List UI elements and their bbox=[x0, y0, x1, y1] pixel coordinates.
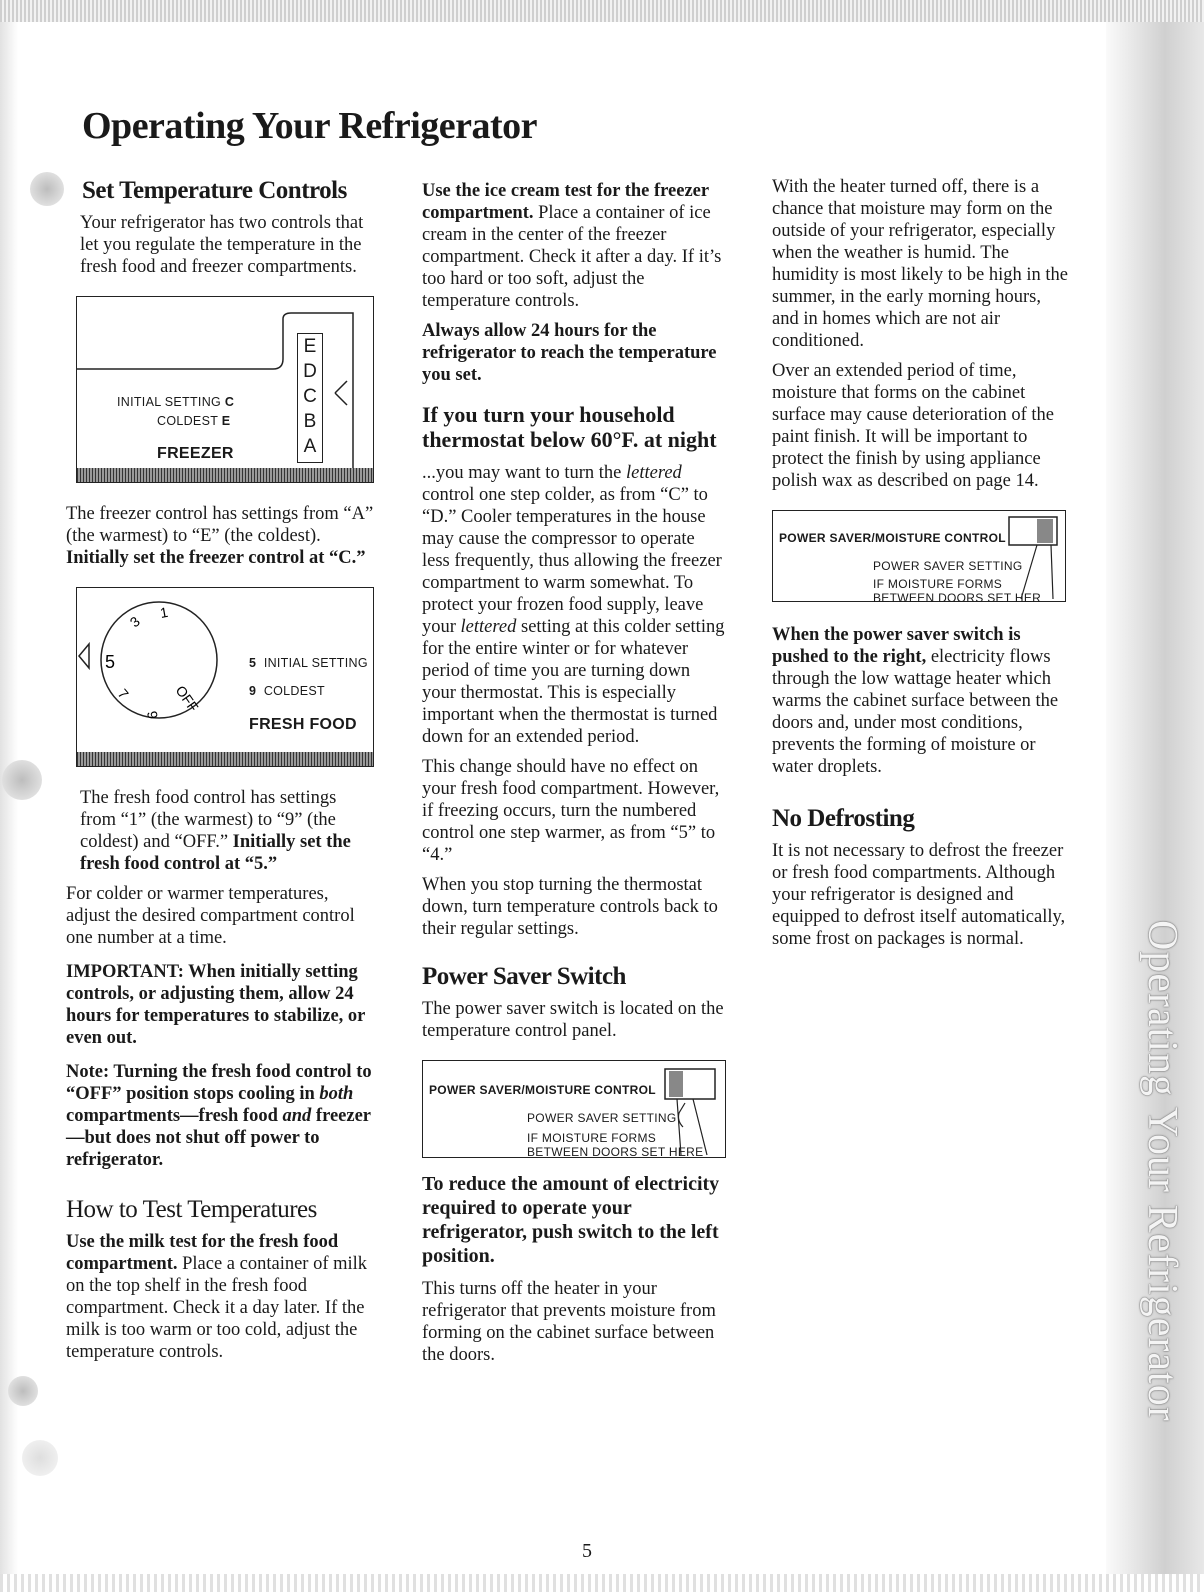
column-right bbox=[772, 176, 1072, 958]
power-saver-switch-icon-2 bbox=[1007, 511, 1063, 601]
freezer-panel-hatch bbox=[77, 468, 373, 482]
freezer-coldest: COLDEST E bbox=[157, 414, 231, 428]
fresh-food-control-diagram bbox=[76, 587, 374, 767]
fresh-settings-paragraph: The fresh food control has settings from “1” (the warmest) to “9” (the coldest) and “OFF.” Initially set the fresh food control at “5.” bbox=[80, 788, 351, 874]
heading-power-saver: Power Saver Switch bbox=[422, 963, 626, 990]
letter-c: C bbox=[303, 386, 317, 407]
dial-9: 9 bbox=[144, 709, 162, 721]
intro-paragraph: Your refrigerator has two controls that let you regulate the temperature in the fresh food and freezer compartments. bbox=[80, 213, 364, 277]
stop-paragraph: When you stop turning the thermostat down, turn temperature controls back to their regular settings. bbox=[422, 875, 718, 939]
letter-d: D bbox=[303, 361, 317, 382]
letter-e: E bbox=[303, 336, 317, 357]
power-saver-diagram-2 bbox=[772, 510, 1066, 605]
important-paragraph: IMPORTANT: When initially setting controls, or adjusting them, allow 24 hours for temperatures to stabilize, or even out. bbox=[66, 962, 366, 1048]
fresh-initial-setting: 5 INITIAL SETTING bbox=[249, 656, 368, 670]
scan-left-edge bbox=[0, 22, 18, 1592]
defrost-paragraph: It is not necessary to defrost the freezer or fresh food compartments. Although your refrigerator is designed and equipped to defrost itself automatically, some frost on packages is normal. bbox=[772, 841, 1066, 949]
allow-24-hours-paragraph: Always allow 24 hours for the refrigerator to reach the temperature you set. bbox=[422, 321, 717, 385]
column-left bbox=[66, 177, 376, 1371]
milk-test-paragraph: Use the milk test for the fresh food compartment. Place a container of milk on the top shelf in the fresh food compartment. Check it a day later. If the milk is too warm or too cold, adjust the temperature controls. bbox=[66, 1232, 368, 1362]
letter-b: B bbox=[303, 411, 317, 432]
psw-moisture-2: BETWEEN DOORS SET HERE bbox=[527, 1145, 704, 1159]
fresh-food-dial bbox=[77, 588, 257, 748]
freezer-initial-setting: INITIAL SETTING C bbox=[117, 395, 235, 409]
freezer-label: FREEZER bbox=[157, 445, 234, 462]
heater-off-paragraph: With the heater turned off, there is a chance that moisture may form on the outside of your refrigerator, especially when the weather is humid. The humidity is most likely to be high in the summer, in the early morning hours, and in homes which are not air conditioned. bbox=[772, 177, 1068, 351]
page-number: 5 bbox=[582, 1540, 592, 1562]
heater-paragraph: This turns off the heater in your refrigerator that prevents moisture from forming on the cabinet surface between the doors. bbox=[422, 1279, 716, 1365]
punch-hole-bottom2 bbox=[22, 1440, 58, 1476]
fresh-coldest: 9 COLDEST bbox=[249, 684, 325, 698]
freezer-settings-paragraph: The freezer control has settings from “A” (the warmest) to “E” (the coldest). Initially set the freezer control at “C.” bbox=[66, 504, 374, 568]
ice-cream-paragraph: Use the ice cream test for the freezer compartment. Place a container of ice cream in the center of the freezer compartment. Check it after a day. If it’s too hard or too soft, adjust the temperature controls. bbox=[422, 181, 722, 311]
psw2-moisture-2: BETWEEN DOORS SET HER bbox=[873, 591, 1042, 605]
punch-hole-top bbox=[30, 172, 64, 206]
dial-3: 3 bbox=[126, 613, 143, 631]
psw2-setting: POWER SAVER SETTING bbox=[873, 559, 1023, 573]
note-paragraph: Note: Turning the fresh food control to “OFF” position stops cooling in both compartments—fresh food and freezer—but does not shut off power to refrigerator. bbox=[66, 1062, 372, 1170]
letter-a: A bbox=[303, 436, 317, 457]
heading-thermostat: If you turn your household thermostat below 60°F. at night bbox=[422, 402, 717, 452]
located-paragraph: The power saver switch is located on the temperature control panel. bbox=[422, 999, 724, 1041]
column-middle bbox=[422, 180, 727, 1374]
heading-no-defrosting: No Defrosting bbox=[772, 805, 915, 832]
change-paragraph: This change should have no effect on your fresh food compartment. However, if freezing occurs, turn the numbered control one step warmer, as from “5” to “4.” bbox=[422, 757, 720, 865]
dial-off: OFF bbox=[172, 682, 202, 715]
page-title: Operating Your Refrigerator bbox=[82, 105, 538, 147]
heading-reduce-electricity: To reduce the amount of electricity required to operate your refrigerator, push switch to the left position. bbox=[422, 1173, 720, 1267]
psw-header: POWER SAVER/MOISTURE CONTROL bbox=[429, 1083, 656, 1097]
colder-warmer-paragraph: For colder or warmer temperatures, adjust the desired compartment control one number at a time. bbox=[66, 884, 355, 948]
fresh-food-label: FRESH FOOD bbox=[249, 716, 357, 733]
heading-set-temperature: Set Temperature Controls bbox=[82, 177, 347, 204]
dial-7: 7 bbox=[114, 685, 132, 702]
power-saver-diagram bbox=[422, 1060, 726, 1158]
dial-5: 5 bbox=[105, 652, 116, 672]
freezer-control-diagram bbox=[76, 296, 374, 483]
extended-period-paragraph: Over an extended period of time, moisture that forms on the cabinet surface may cause deterioration of the paint finish. It will be important to protect the finish by using appliance polish wax as described on page 14. bbox=[772, 361, 1054, 491]
dial-1: 1 bbox=[158, 603, 170, 621]
psw2-moisture-1: IF MOISTURE FORMS bbox=[873, 577, 1003, 591]
psw2-header: POWER SAVER/MOISTURE CONTROL bbox=[779, 531, 1006, 545]
psw-moisture-1: IF MOISTURE FORMS bbox=[527, 1131, 657, 1145]
side-tab-label: Operating Your Refrigerator bbox=[1139, 920, 1185, 1422]
pushed-right-paragraph: When the power saver switch is pushed to the right, electricity flows through the low wattage heater which warms the cabinet surface between the doors and, under most conditions, prevents the forming of moisture or water droplets. bbox=[772, 625, 1059, 777]
heading-test-temperatures: How to Test Temperatures bbox=[66, 1196, 317, 1223]
scan-bottom-edge bbox=[0, 1574, 1204, 1592]
punch-hole-middle bbox=[2, 760, 42, 800]
thermostat-paragraph: ...you may want to turn the lettered control one step colder, as from “C” to “D.” Cooler temperatures in the house may cause the compressor to operate less frequently, thus allowing the freezer compartment to warm somewhat. To protect your frozen food supply, leave your lettered setting at this colder setting for the entire winter or for whatever period of time you are turning down your thermostat. This is especially important when the thermostat is turned down for an extended period. bbox=[422, 463, 725, 747]
freezer-letter-scale bbox=[297, 333, 323, 463]
fresh-panel-hatch bbox=[77, 752, 373, 766]
punch-hole-bottom bbox=[8, 1376, 38, 1406]
scan-top-edge bbox=[0, 0, 1204, 22]
power-saver-switch-icon bbox=[663, 1061, 723, 1157]
psw-setting: POWER SAVER SETTING bbox=[527, 1111, 677, 1125]
